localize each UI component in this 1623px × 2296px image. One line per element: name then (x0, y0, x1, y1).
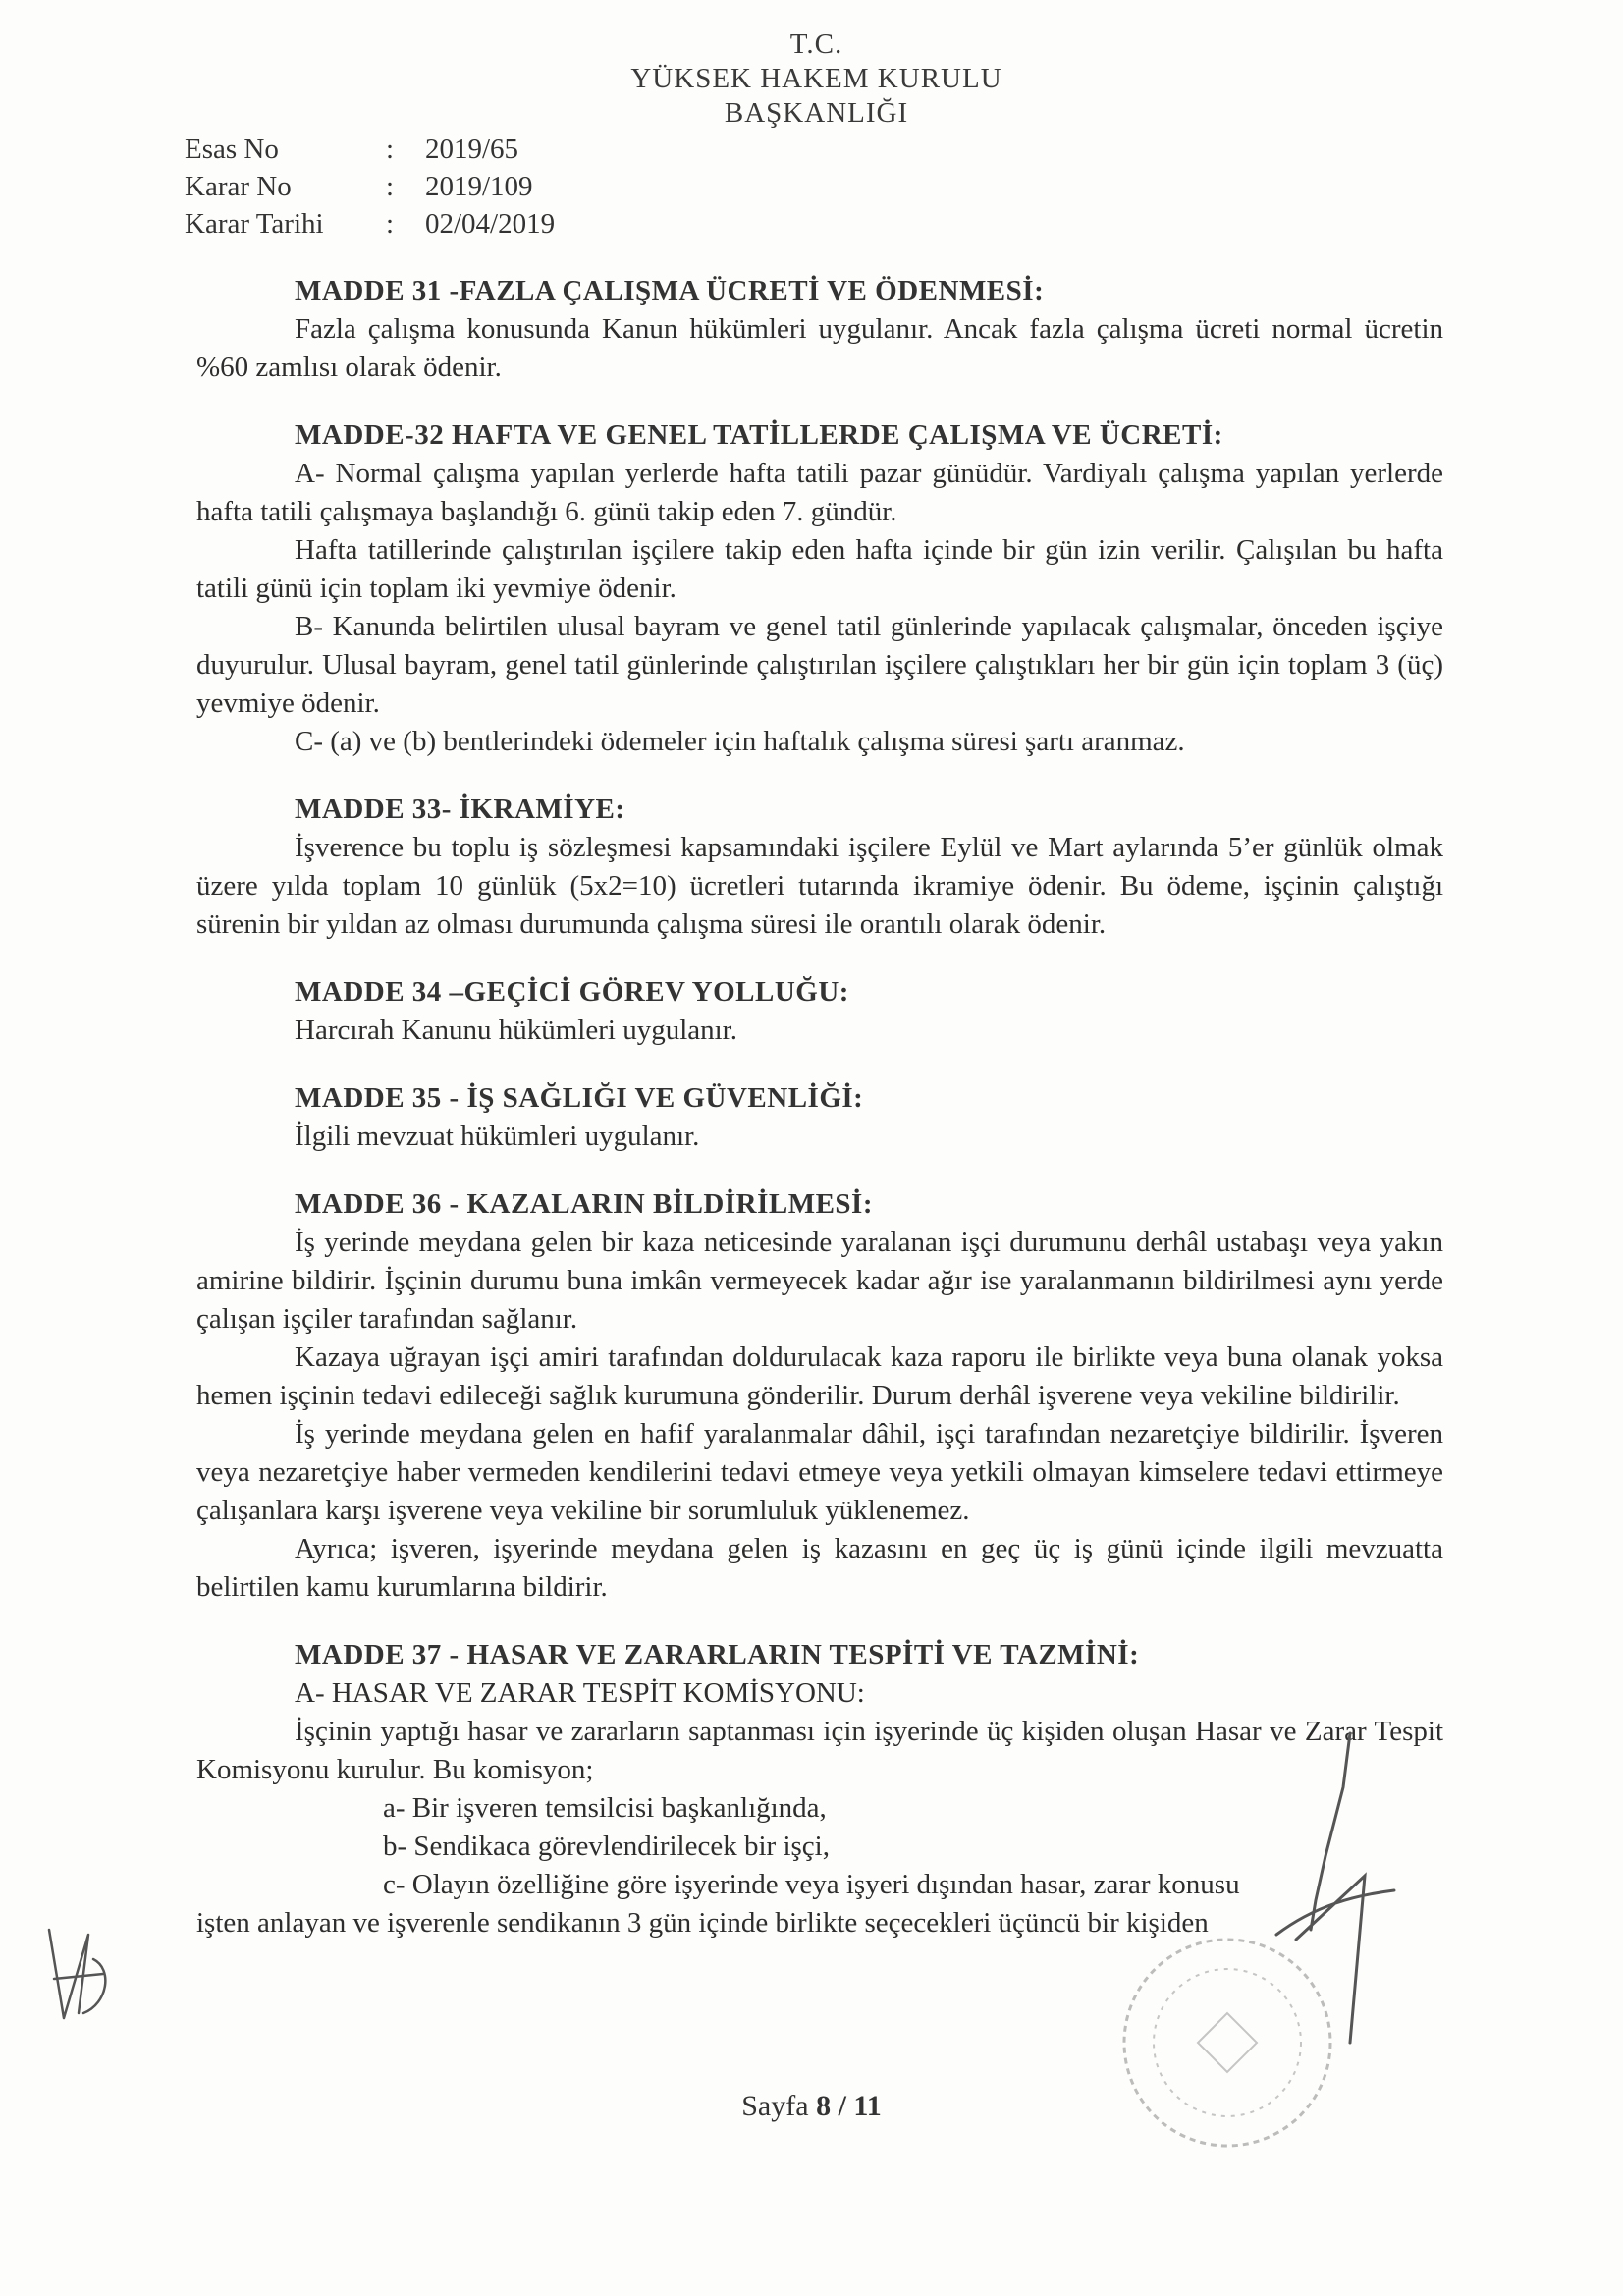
meta-label: Karar No (185, 171, 292, 202)
paragraph: Harcırah Kanunu hükümleri uygulanır. (295, 1014, 737, 1046)
article-title: MADDE 36 - KAZALARIN BİLDİRİLMESİ: (295, 1188, 873, 1220)
initials-mark (39, 1920, 118, 2028)
paragraph: İş yerinde meydana gelen bir kaza neticesinde yaralanan işçi durumunu derhâl ustabaşı veya yakın amirine bildirir. İşçinin durumu buna imkân vermeyecek kadar ağır ise yaralanmanın bildirilmesi aynı yerde çalışan işçiler tarafından sağlanır. (196, 1227, 1443, 1335)
paragraph: A- Normal çalışma yapılan yerlerde hafta tatili pazar günüdür. Vardiyalı çalışma yapılan yerlerde hafta tatili çalışmaya başlandığı 6. günü takip eden 7. gündür. (196, 458, 1443, 527)
article-33 (196, 791, 1443, 944)
article-32 (196, 416, 1443, 761)
meta-row-karar (185, 168, 555, 205)
header-line-tc: T.C. (789, 28, 843, 60)
meta-value: 2019/109 (425, 171, 533, 202)
paragraph: Fazla çalışma konusunda Kanun hükümleri uygulanır. Ancak fazla çalışma ücreti normal ücretin %60 zamlısı olarak ödenir. (196, 313, 1443, 383)
paragraph: Kazaya uğrayan işçi amiri tarafından doldurulacak kaza raporu ile birlikte veya buna olanak yoksa hemen işçinin tedavi edileceği sağlık kurumuna gönderilir. Durum derhâl işverene veya vekiline bildirilir. (196, 1341, 1443, 1411)
meta-sep: : (386, 134, 395, 165)
paragraph: Ayrıca; işveren, işyerinde meydana gelen iş kazasını en geç üç iş günü içinde ilgili mevzuatta belirtilen kamu kurumlarına bildirir. (196, 1533, 1443, 1603)
article-title: MADDE 33- İKRAMİYE: (295, 793, 625, 825)
meta-value: 2019/65 (425, 134, 519, 165)
document-header (0, 27, 1623, 131)
paragraph: C- (a) ve (b) bentlerindeki ödemeler için haftalık çalışma süresi şartı aranmaz. (295, 726, 1185, 757)
meta-label: Esas No (185, 134, 279, 165)
paragraph: İşverence bu toplu iş sözleşmesi kapsamındaki işçilere Eylül ve Mart aylarında 5’er günlük olmak üzere yılda toplam 10 günlük (5x2=10) ücretleri tutarında ikramiye ödenir. Bu ödeme, işçinin çalıştığı sürenin bir yıldan az olması durumunda çalışma süresi ile orantılı olarak ödenir. (196, 832, 1443, 940)
article-subtitle: A- HASAR VE ZARAR TESPİT KOMİSYONU: (295, 1677, 865, 1709)
page-label: Sayfa (741, 2090, 809, 2122)
list-item: c- Olayın özelliğine göre işyerinde veya işyeri dışından hasar, zarar konusu (383, 1869, 1240, 1900)
article-34 (196, 973, 1443, 1050)
paragraph: İşçinin yaptığı hasar ve zararların saptanması için işyerinde üç kişiden oluşan Hasar ve Zarar Tespit Komisyonu kurulur. Bu komisyon; (196, 1716, 1443, 1785)
paragraph: Hafta tatillerinde çalıştırılan işçilere takip eden hafta içinde bir gün izin verilir. Çalışılan bu hafta tatili günü için toplam iki yevmiye ödenir. (196, 534, 1443, 604)
page-footer (0, 2090, 1623, 2123)
header-line-presidency: BAŞKANLIĞI (724, 97, 909, 129)
case-meta (185, 131, 555, 243)
article-title: MADDE 31 -FAZLA ÇALIŞMA ÜCRETİ VE ÖDENMESİ: (295, 275, 1045, 306)
paragraph: İş yerinde meydana gelen en hafif yaralanmalar dâhil, işçi tarafından nezaretçiye bildirilir. İşveren veya nezaretçiye haber vermeden kendilerini tedavi etmeye veya yetkili olmayan kimselere tedavi ettirmeye çalışanlara karşı işverene veya vekiline bir sorumluluk yüklenemez. (196, 1418, 1443, 1526)
article-title: MADDE-32 HAFTA VE GENEL TATİLLERDE ÇALIŞMA VE ÜCRETİ: (295, 419, 1223, 451)
paragraph: B- Kanunda belirtilen ulusal bayram ve genel tatil günlerinde yapılacak çalışmalar, önceden işçiye duyurulur. Ulusal bayram, genel tatil günlerinde çalıştırılan işçilere çalıştıkları her bir gün için toplam 3 (üç) yevmiye ödenir. (196, 611, 1443, 719)
article-35 (196, 1079, 1443, 1156)
meta-row-tarih (185, 205, 555, 243)
article-title: MADDE 35 - İŞ SAĞLIĞI VE GÜVENLİĞİ: (295, 1082, 864, 1114)
list-item: a- Bir işveren temsilcisi başkanlığında, (383, 1792, 827, 1824)
meta-label: Karar Tarihi (185, 208, 324, 240)
article-title: MADDE 37 - HASAR VE ZARARLARIN TESPİTİ VE TAZMİNİ: (295, 1639, 1140, 1670)
document-body (196, 272, 1443, 1972)
page-number: 8 / 11 (816, 2090, 882, 2122)
article-31 (196, 272, 1443, 387)
article-title: MADDE 34 –GEÇİCİ GÖREV YOLLUĞU: (295, 976, 849, 1008)
meta-sep: : (386, 208, 395, 240)
header-line-institution: YÜKSEK HAKEM KURULU (630, 63, 1002, 94)
list-item: b- Sendikaca görevlendirilecek bir işçi, (383, 1831, 830, 1862)
meta-sep: : (386, 171, 395, 202)
paragraph: İlgili mevzuat hükümleri uygulanır. (295, 1121, 700, 1152)
article-36 (196, 1185, 1443, 1607)
meta-value: 02/04/2019 (425, 208, 556, 240)
paragraph: işten anlayan ve işverenle sendikanın 3 gün içinde birlikte seçecekleri üçüncü bir kişiden (196, 1907, 1209, 1939)
meta-row-esas (185, 131, 555, 168)
